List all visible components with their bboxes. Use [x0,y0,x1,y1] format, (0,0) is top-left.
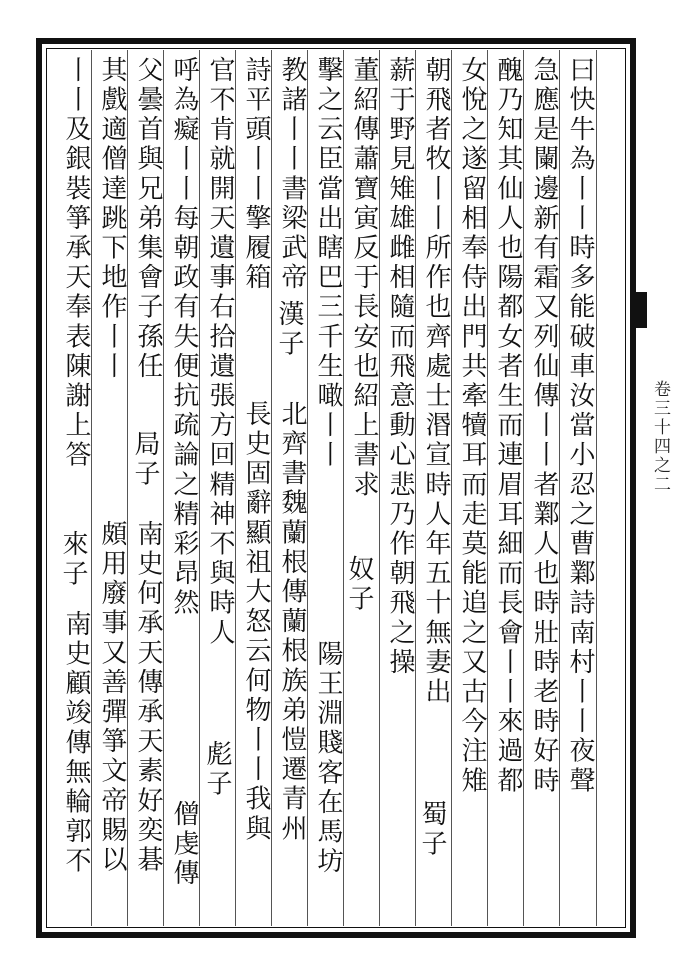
text-column: 女悅之遂留相奉侍出門共牽犢耳而走莫能追之又古今注雉 [457,56,487,796]
text-column: 陽王淵賤客在馬坊 [313,640,343,877]
column-rule [559,50,560,926]
column-rule [163,50,164,926]
text-column: 朝飛者牧丨丨所作也齊處士湣宣時人年五十無妻出 [421,56,451,708]
column-rule [379,50,380,926]
text-column: 北齊書魏蘭根傳蘭根族弟愷遷青州 [277,400,307,844]
entry-heading: 漢子 [274,300,304,360]
column-rule [487,50,488,926]
text-column: 曰快牛為丨丨時多能破車汝當小忍之曹鄴詩南村丨丨夜聲 [565,56,595,796]
entry-heading: 局子 [130,430,160,490]
column-rule [307,50,308,926]
chapter-side-label: 卷三十四之二 [650,380,670,494]
column-rule [91,50,92,926]
text-column: 醜乃知其仙人也陽都女者生而連眉耳細而長會丨丨來過都 [493,56,523,796]
column-rule [127,50,128,926]
column-rule [451,50,452,926]
column-rule [523,50,524,926]
column-rule [271,50,272,926]
text-column: 南史顧竣傳無輪郭不 [61,610,91,877]
text-column: 其戲適僧達跳下地作丨丨 [97,56,127,382]
text-column: 呼為癡丨丨每朝政有失便抗疏論之精彩昂然 [169,56,199,619]
column-rule [596,50,597,926]
text-column: 長史固辭顯祖大怒云何物丨丨我與 [241,400,271,844]
text-column: 父曇首與兄弟集會子孫任 [133,56,163,382]
text-column: 丨丨及銀裝箏承天奉表陳謝上答 [61,56,91,471]
text-column: 董紹傳蕭寶寅反于長安也紹上書求 [349,56,379,500]
entry-heading: 蜀子 [417,800,447,860]
text-column: 詩平頭丨丨擎履箱 [241,56,271,293]
text-column: 擊之云臣當出瞎巴三千生噉丨丨 [313,56,343,471]
column-rule [343,50,344,926]
entry-heading: 來子 [58,530,88,590]
entry-heading: 彪子 [202,740,232,800]
column-rule [415,50,416,926]
column-rule [235,50,236,926]
text-column: 南史何承天傳承天素好奕碁 [133,520,163,876]
column-rule [199,50,200,926]
bottom-margin [0,944,679,973]
text-column: 僧虔傳 [169,800,199,889]
text-column: 官不肯就開天遺事右拾遺張方回精神不與時人 [205,56,235,648]
text-column: 教諸丨丨書梁武帝 [277,56,307,293]
text-column: 薪于野見雉雄雌相隨而飛意動心悲乃作朝飛之操 [385,56,415,678]
entry-heading: 奴子 [344,555,374,615]
text-column: 急應是闌邊新有霜又列仙傳丨丨者鄴人也時壯時老時好時 [529,56,559,796]
fish-tail-mark [631,292,647,328]
text-column: 頗用廢事又善彈箏文帝賜以 [97,520,127,876]
